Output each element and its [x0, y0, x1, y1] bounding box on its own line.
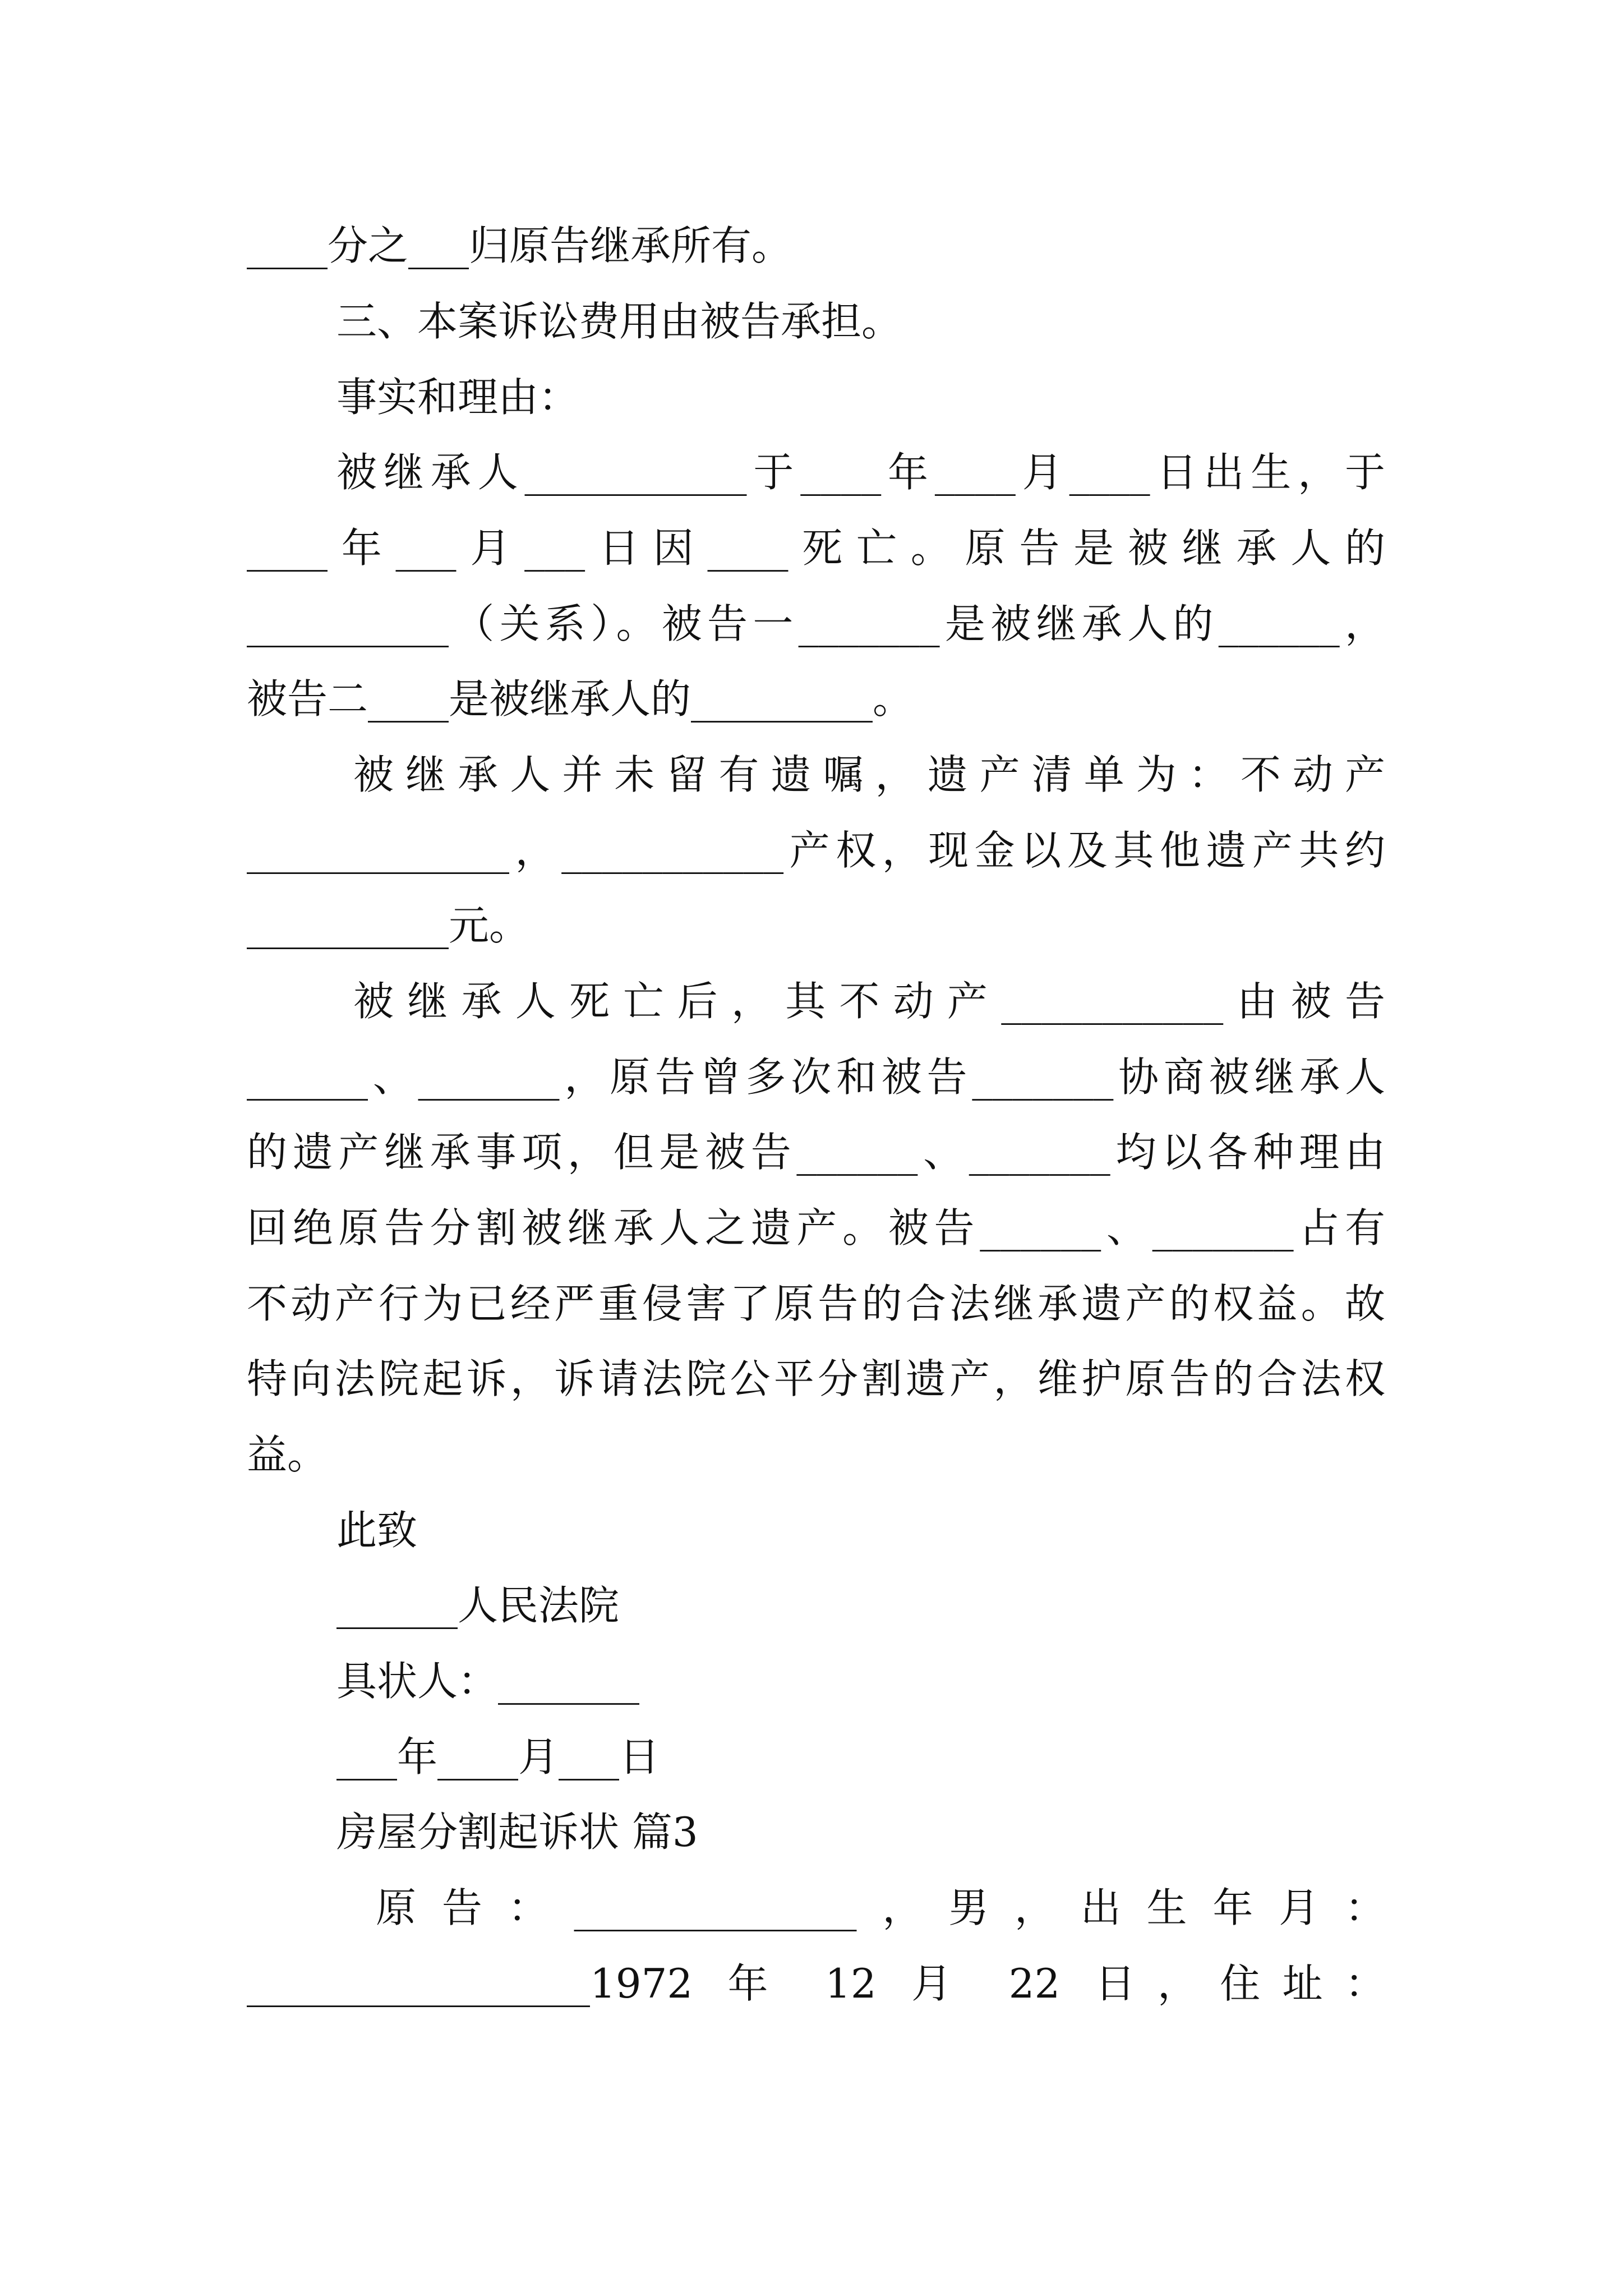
- text-line-18: 此致: [336, 1507, 418, 1554]
- text-line-16: 特向法院起诉，诉请法院公平分割遗产，维护原告的合法权: [247, 1355, 1385, 1402]
- text-line-4: 被继承人___________于____年____月____日出生，于: [336, 449, 1385, 496]
- text-line-20: 具状人：_______: [336, 1658, 640, 1705]
- text-line-11: 被继承人死亡后，其不动产___________由被告: [353, 978, 1385, 1025]
- text-line-1: ____分之___归原告继承所有。: [247, 222, 792, 269]
- text-line-23: 原告：______________，男，出生年月：: [376, 1884, 1385, 1931]
- text-line-24: _________________1972 年 12 月 22 日，住址：: [247, 1960, 1385, 2007]
- text-line-8: 被继承人并未留有遗嘱，遗产清单为：不动产: [353, 751, 1385, 798]
- text-line-17: 益。: [247, 1431, 328, 1478]
- text-line-7: 被告二____是被继承人的_________。: [247, 675, 914, 723]
- text-line-13: 的遗产继承事项，但是被告______、_______均以各种理由: [247, 1129, 1385, 1176]
- text-line-2: 三、本案诉讼费用由被告承担。: [336, 298, 902, 345]
- section-heading: 房屋分割起诉状 篇3: [336, 1809, 698, 1856]
- text-line-3: 事实和理由：: [336, 374, 579, 421]
- text-line-12: ______、_______，原告曾多次和被告_______协商被继承人: [247, 1053, 1385, 1101]
- text-line-19: ______人民法院: [336, 1582, 620, 1629]
- text-line-10: __________元。: [247, 902, 530, 949]
- text-line-21: ___年____月___日: [336, 1733, 660, 1780]
- text-line-5: ____年___月___日因____死亡。原告是被继承人的: [247, 524, 1385, 572]
- text-line-6: __________（关系）。被告一_______是被继承人的______，: [247, 600, 1385, 647]
- text-line-9: _____________，___________产权，现金以及其他遗产共约: [247, 827, 1385, 874]
- text-line-15: 不动产行为已经严重侵害了原告的合法继承遗产的权益。故: [247, 1280, 1385, 1327]
- text-line-14: 回绝原告分割被继承人之遗产。被告______、_______占有: [247, 1204, 1385, 1251]
